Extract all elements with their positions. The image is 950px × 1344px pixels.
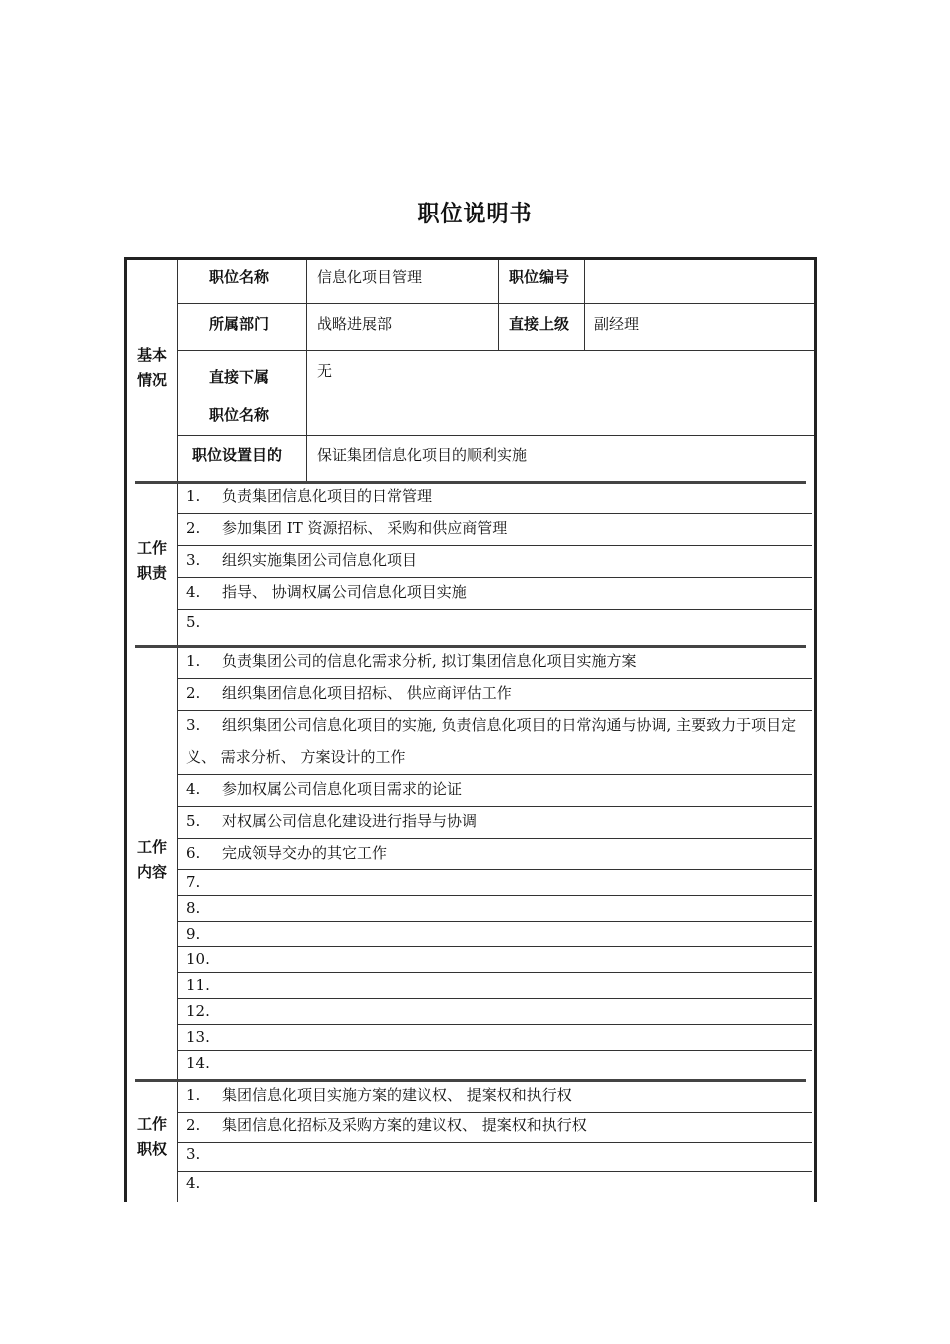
superior-label: 直接上级 [509, 315, 570, 333]
authority-item: 3. [186, 1145, 201, 1163]
department-label: 所属部门 [209, 315, 270, 333]
section-label-basic: 基本 情况 [136, 346, 167, 389]
content-item: 14. [186, 1054, 210, 1072]
content-item: 2. 组织集团信息化项目招标、 供应商评估工作 [186, 684, 512, 702]
position-name-value: 信息化项目管理 [317, 268, 423, 286]
duties-line-4 [178, 609, 812, 610]
content-line [178, 998, 812, 999]
section-label-duties: 工作 职责 [136, 539, 167, 582]
content-item: 13. [186, 1028, 210, 1046]
content-item: 7. [186, 873, 201, 891]
section-divider-duties [135, 481, 806, 484]
basic-divider-1 [306, 260, 307, 482]
duties-line-1 [178, 513, 812, 514]
authority-line [178, 1112, 812, 1113]
purpose-label: 职位设置目的 [192, 446, 283, 464]
content-line [178, 774, 812, 775]
content-line [178, 1050, 812, 1051]
content-line [178, 921, 812, 922]
content-line [178, 1024, 812, 1025]
authority-line [178, 1171, 812, 1172]
content-item: 8. [186, 899, 201, 917]
content-line [178, 678, 812, 679]
basic-row-line-3 [178, 435, 814, 436]
section-divider-authority [135, 1079, 806, 1082]
content-item: 10. [186, 950, 210, 968]
position-no-label: 职位编号 [509, 268, 570, 286]
content-line [178, 869, 812, 870]
authority-item: 2. 集团信息化招标及采购方案的建议权、 提案权和执行权 [186, 1116, 587, 1134]
authority-line [178, 1142, 812, 1143]
content-line [178, 806, 812, 807]
duty-item: 1. 负责集团信息化项目的日常管理 [186, 487, 433, 505]
basic-row-line-1 [178, 303, 814, 304]
content-line [178, 838, 812, 839]
superior-value: 副经理 [594, 315, 640, 333]
basic-divider-2 [498, 260, 499, 350]
basic-divider-3 [584, 260, 585, 350]
content-item: 1. 负责集团公司的信息化需求分析, 拟订集团信息化项目实施方案 [186, 652, 637, 670]
content-item: 4. 参加权属公司信息化项目需求的论证 [186, 780, 463, 798]
duties-line-2 [178, 545, 812, 546]
content-item: 12. [186, 1002, 210, 1020]
content-item: 5. 对权属公司信息化建设进行指导与协调 [186, 812, 478, 830]
content-line [178, 972, 812, 973]
content-item: 11. [186, 976, 210, 994]
subordinate-label: 直接下属 职位名称 [209, 368, 270, 424]
subordinate-value: 无 [317, 362, 333, 380]
section-label-authority: 工作 职权 [136, 1115, 167, 1158]
content-line [178, 946, 812, 947]
purpose-value: 保证集团信息化项目的顺利实施 [317, 446, 528, 464]
content-item: 6. 完成领导交办的其它工作 [186, 844, 388, 862]
authority-item: 4. [186, 1174, 201, 1192]
duty-item: 3. 组织实施集团公司信息化项目 [186, 551, 418, 569]
section-label-content: 工作 内容 [136, 838, 167, 881]
document-title: 职位说明书 [417, 202, 533, 227]
content-item: 3. 组织集团公司信息化项目的实施, 负责信息化项目的日常沟通与协调, 主要致力于项目定义、 需求分析、 方案设计的工作 [186, 716, 797, 766]
authority-item: 1. 集团信息化项目实施方案的建议权、 提案权和执行权 [186, 1086, 572, 1104]
duty-item: 5. [186, 613, 201, 631]
content-item: 9. [186, 925, 201, 943]
content-line [178, 895, 812, 896]
department-value: 战略进展部 [317, 315, 393, 333]
basic-row-line-2 [178, 350, 814, 351]
duty-item: 4. 指导、 协调权属公司信息化项目实施 [186, 583, 467, 601]
section-divider-content [135, 645, 806, 648]
duty-item: 2. 参加集团 IT 资源招标、 采购和供应商管理 [186, 519, 508, 537]
section-column-divider [177, 260, 178, 1202]
duties-line-3 [178, 577, 812, 578]
position-name-label: 职位名称 [209, 268, 270, 286]
